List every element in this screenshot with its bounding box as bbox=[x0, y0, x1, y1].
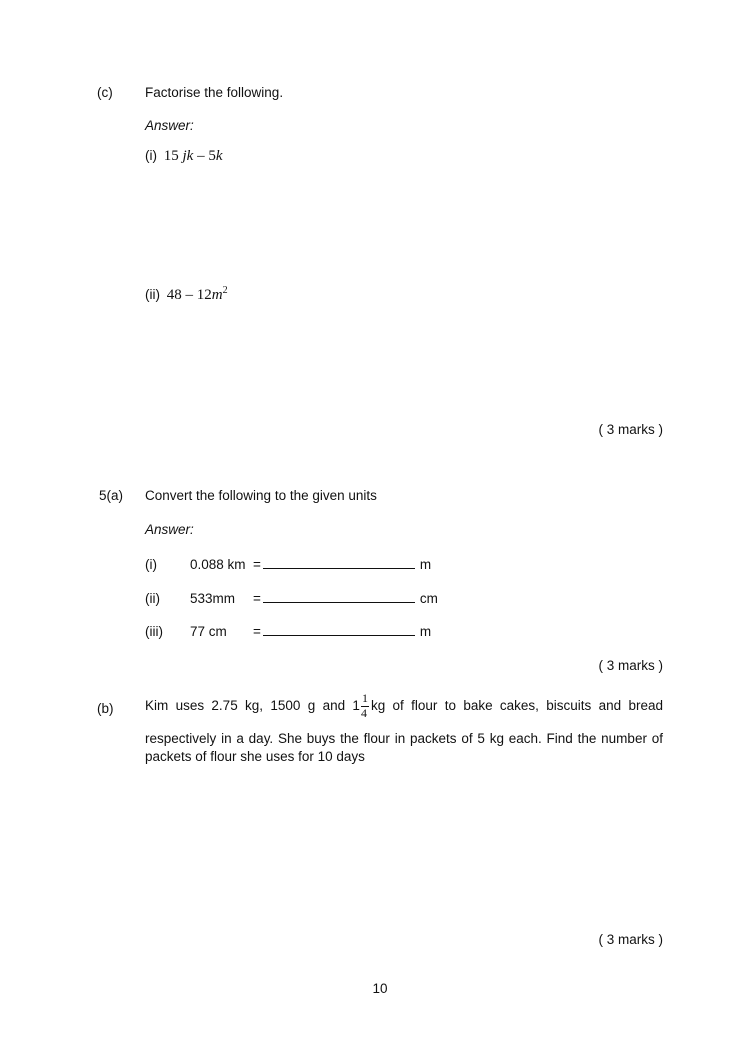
row-value: 0.088 km bbox=[190, 557, 246, 572]
factorise-item-ii bbox=[145, 286, 228, 304]
row-label: (i) bbox=[145, 557, 157, 572]
section-5a-answer-label: Answer: bbox=[145, 522, 194, 537]
row-value: 77 cm bbox=[190, 624, 227, 639]
section-b-marks: ( 3 marks ) bbox=[598, 932, 663, 947]
fraction-numerator: 1 bbox=[361, 691, 368, 705]
factorise-item-i bbox=[145, 147, 223, 165]
equals-sign: = bbox=[253, 624, 261, 639]
equals-sign: = bbox=[253, 591, 261, 606]
section-c-label: (c) bbox=[97, 85, 113, 100]
row-label: (ii) bbox=[145, 591, 160, 606]
row-unit: m bbox=[419, 557, 432, 572]
answer-blank bbox=[263, 588, 415, 603]
section-b-label: (b) bbox=[97, 701, 114, 716]
conversion-row bbox=[145, 588, 438, 607]
problem-line-1: Kim uses 2.75 kg, 1500 g and 1 $\frac{1}{4}$ kg of flour to bake cakes, biscuits and bread bbox=[145, 691, 663, 720]
problem-line-3: packets of flour she uses for 10 days bbox=[145, 749, 365, 764]
fraction-denominator: 4 bbox=[360, 705, 367, 720]
conversion-row bbox=[145, 621, 431, 640]
conversion-row bbox=[145, 554, 431, 573]
fraction-one-quarter bbox=[361, 692, 369, 721]
row-unit: cm bbox=[419, 591, 438, 606]
answer-blank bbox=[263, 554, 415, 569]
item-ii-label: (ii) bbox=[145, 287, 160, 302]
section-5a-marks: ( 3 marks ) bbox=[598, 658, 663, 673]
page-number: 10 bbox=[372, 981, 388, 996]
section-c-marks: ( 3 marks ) bbox=[598, 422, 663, 437]
section-5a-label: 5(a) bbox=[99, 488, 124, 503]
section-c-title: Factorise the following. bbox=[145, 85, 284, 100]
item-ii-expression: $48 - 12m^2$ bbox=[166, 285, 228, 303]
answer-blank bbox=[263, 621, 415, 636]
row-unit: m bbox=[419, 624, 432, 639]
exponent: 2 bbox=[222, 285, 228, 296]
equals-sign: = bbox=[253, 557, 261, 572]
row-label: (iii) bbox=[145, 624, 163, 639]
section-c-answer-label: Answer: bbox=[145, 118, 194, 133]
row-value: 533mm bbox=[190, 591, 236, 606]
item-i-expression: 15 jk – 5k bbox=[163, 148, 223, 164]
problem-line-2: respectively in a day. She buys the flour in packets of 5 kg each. Find the number of bbox=[145, 731, 663, 746]
item-i-label: (i) bbox=[145, 148, 157, 163]
section-5a-title: Convert the following to the given units bbox=[145, 488, 377, 503]
